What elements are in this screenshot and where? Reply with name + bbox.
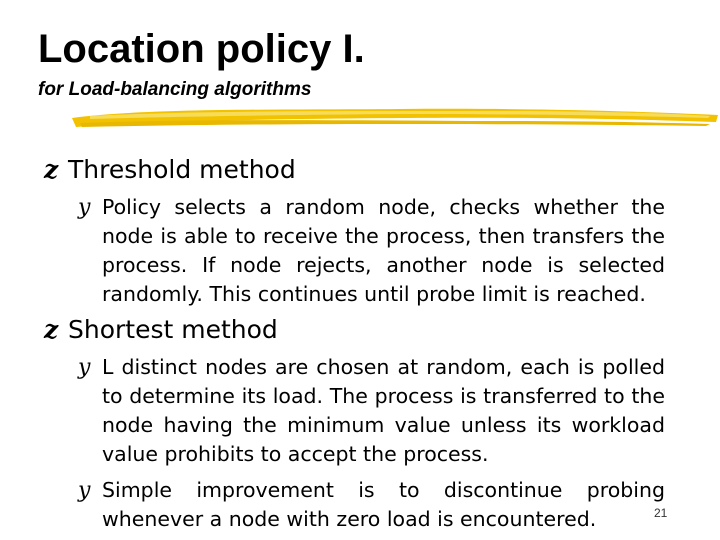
shortest-heading: Shortest method <box>68 315 278 344</box>
bullet-shortest-method <box>44 315 278 345</box>
page-number: 21 <box>654 506 668 520</box>
brush-stroke-underline <box>70 102 720 132</box>
bullet-y-icon: y <box>78 478 91 503</box>
sub-bullet-shortest-polling <box>78 353 665 469</box>
shortest-improvement-text: Simple improvement is to discontinue probing whenever a node with zero load is encountered. <box>102 478 665 531</box>
sub-bullet-shortest-improvement <box>78 476 668 534</box>
bullet-y-icon: y <box>78 355 91 380</box>
slide-subtitle: for Load-balancing algorithms <box>38 79 312 100</box>
sub-bullet-threshold-policy <box>78 193 665 309</box>
threshold-policy-text: Policy selects a random node, checks whether the node is able to receive the process, then transfers the process. If node rejects, another node is selected randomly. This continues until probe limit is reached. <box>102 195 665 306</box>
shortest-polling-text: L distinct nodes are chosen at random, each is polled to determine its load. The process is transferred to the node having the minimum value unless its workload value prohibits to accept the process. <box>102 355 665 466</box>
bullet-y-icon: y <box>78 195 91 220</box>
slide-title: Location policy I. <box>38 27 365 71</box>
threshold-heading: Threshold method <box>68 155 296 184</box>
bullet-threshold-method <box>44 155 296 185</box>
bullet-z-icon: z <box>44 155 59 184</box>
bullet-z-icon: z <box>44 315 59 344</box>
